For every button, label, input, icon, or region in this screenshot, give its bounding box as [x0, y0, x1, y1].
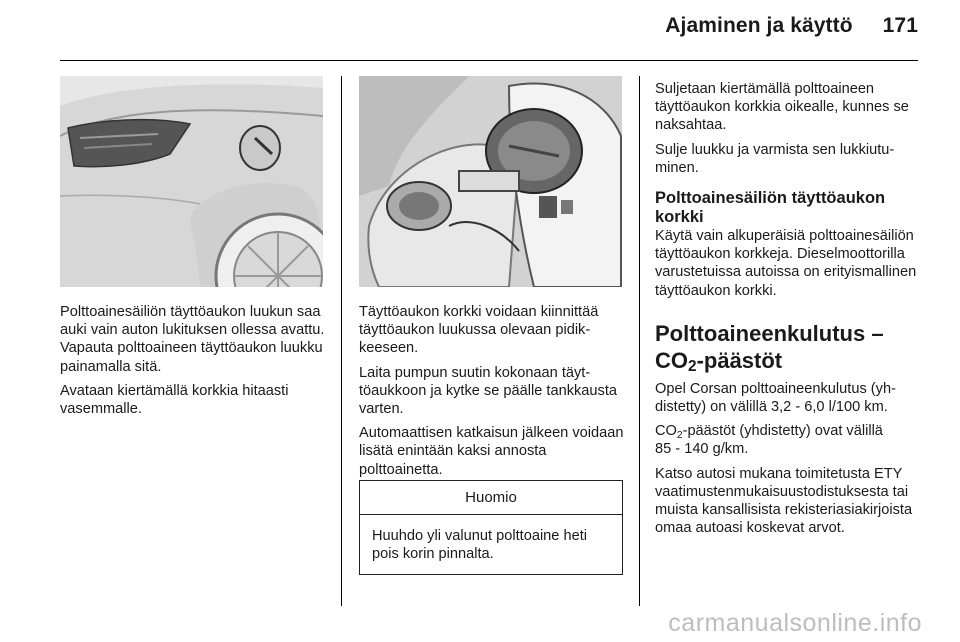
column-1-paragraph-1: Polttoainesäiliön täyttöaukon luukun saa auki vain auton lukituksen ollessa avattu. Vapauta polttoaineen täyttöaukon luukku painamalla sitä. [60, 304, 325, 375]
consumption-heading [655, 320, 927, 374]
emissions-value: 85 - 140 g/km. [655, 441, 749, 458]
consumption-heading-co: CO [655, 347, 688, 373]
emissions-co: CO [655, 423, 677, 440]
page-number: 171 [882, 14, 918, 37]
notice-body: Huuhdo yli valunut polttoaine heti pois korin pinnalta. [372, 528, 588, 563]
column-3-paragraph-2: Sulje luukku ja varmista sen lukkiutuminen. [655, 141, 895, 176]
column-1-paragraph-2: Avataan kiertämällä korkkia hitaasti vasemmalle. [60, 382, 289, 418]
fuel-cap-illustration-svg [359, 76, 622, 287]
notice-box [359, 480, 623, 575]
column-2-paragraph-2: Laita pumpun suutin kokonaan täyttöaukkoon ja kytke se päälle tankkausta varten. [359, 364, 617, 418]
page-header [665, 14, 918, 38]
header-rule [60, 60, 918, 61]
column-3-paragraph-1: Suljetaan kiertämällä polttoaineen täyttöaukon korkkia oikealle, kunnes se naksahtaa. [655, 81, 909, 134]
consumption-paragraph-1: Opel Corsan polttoaineenkulutus (yhdistetty) on välillä 3,2 - 6,0 l/100 km. [655, 380, 896, 416]
consumption-heading-part2: -päästöt [696, 347, 783, 373]
car-rear-fuel-door-illustration [60, 76, 323, 287]
consumption-heading-sub: 2 [688, 357, 697, 375]
notice-title: Huomio [360, 481, 622, 515]
watermark: carmanualsonline.info [668, 609, 922, 637]
consumption-heading-part1: Polttoaineenkulutus – [655, 320, 884, 346]
column-3-text [655, 80, 927, 543]
consumption-paragraph-3: Katso autosi mukana toimitetusta ETY vaatimustenmukaisuustodistuksesta tai muista kansallisista rekisteriasiakirjoista omaa autoasi koskevat arvot. [655, 465, 913, 537]
car-illustration-svg [60, 76, 323, 287]
column-2-paragraph-3: Automaattisen katkaisun jälkeen voidaan lisätä enintään kaksi annosta polttoainetta. [359, 425, 624, 478]
emissions-paragraph [655, 422, 927, 458]
emissions-rest: -päästöt (yhdistetty) ovat välillä [682, 423, 883, 440]
column-1-text [60, 303, 326, 424]
section-title: Ajaminen ja käyttö [665, 14, 853, 37]
column-2-paragraph-1: Täyttöaukon korkki voidaan kiinnittää täyttöaukon luukussa olevaan pidikkeeseen. [359, 304, 599, 357]
fuel-cap-holder-illustration [359, 76, 622, 287]
emissions-sub: 2 [676, 430, 683, 442]
column-separator-1 [341, 76, 342, 606]
fuel-cap-heading: Polttoainesäiliön täyttöaukon korkki [655, 189, 886, 227]
column-separator-2 [639, 76, 640, 606]
fuel-cap-text: Käytä vain alkuperäisiä polttoainesäiliön täyttöaukon korkkeja. Dieselmoottorilla varustetuissa autoissa on erityismallinen täyttöaukon korkki. [655, 228, 917, 299]
column-2-text [359, 303, 629, 485]
